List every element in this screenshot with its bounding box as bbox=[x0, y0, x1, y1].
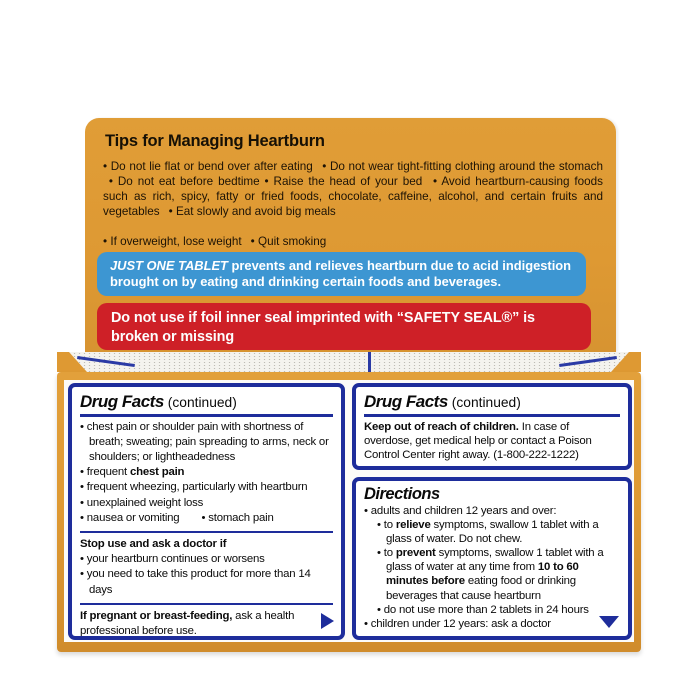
heading-rule bbox=[364, 414, 620, 417]
tips-body-text: • Do not lie flat or bend over after eating • Do not wear tight-fitting clothing around the stomach • Do not eat before bedtime • Raise the head of your bed • Avoid heartburn-causing foods such as rich, spicy, fatty or fried foods, chocolate, caffeine, alcohol, and certain fruits and vegetables • Eat slowly and avoid big meals bbox=[103, 160, 603, 218]
list-item-text: stomach pain bbox=[208, 511, 274, 524]
list-item-text: your heartburn continues or worsens bbox=[86, 553, 265, 566]
flap-print-line-center bbox=[368, 352, 371, 372]
drug-facts-heading bbox=[80, 392, 333, 412]
drug-facts-right-content bbox=[356, 387, 628, 466]
list-item bbox=[80, 552, 333, 567]
drug-facts-continued-label: (continued) bbox=[167, 395, 237, 410]
list-item bbox=[377, 518, 620, 546]
list-item bbox=[80, 465, 333, 480]
emphasis-text: prevent bbox=[395, 547, 436, 560]
heading-rule bbox=[80, 414, 333, 417]
stop-use-heading: Stop use and ask a doctor if bbox=[80, 537, 227, 550]
directions-heading bbox=[364, 485, 620, 504]
drug-facts-right-box bbox=[352, 383, 632, 470]
directions-content bbox=[356, 481, 628, 636]
list-item bbox=[80, 420, 333, 466]
pregnancy-warning bbox=[80, 609, 333, 639]
flap-print-line-right bbox=[559, 356, 617, 367]
list-item bbox=[364, 617, 620, 631]
list-item-text: frequent bbox=[86, 466, 130, 479]
continued-right-arrow-icon bbox=[321, 613, 334, 629]
list-item bbox=[80, 511, 333, 526]
benefit-lead-text: JUST ONE TABLET bbox=[110, 258, 228, 273]
drug-facts-title: Drug Facts bbox=[364, 392, 448, 411]
emphasis-text: 10 to 60 minutes before bbox=[386, 561, 579, 588]
list-item-text: symptoms, swallow 1 tablet with a glass of water. Do not chew. bbox=[386, 519, 599, 546]
benefit-callout bbox=[97, 252, 586, 296]
drug-facts-heading bbox=[364, 392, 620, 412]
symptom-list bbox=[80, 420, 333, 526]
box-flap-edge bbox=[57, 352, 641, 372]
list-item-text: to bbox=[383, 547, 396, 560]
drug-facts-left-box bbox=[68, 383, 345, 640]
section-rule bbox=[80, 603, 333, 605]
emphasis-text: chest pain bbox=[129, 466, 185, 479]
bullet-glyph: • bbox=[80, 553, 84, 566]
bullet-glyph: • bbox=[201, 511, 206, 524]
flap-wedge-left bbox=[57, 352, 87, 372]
tips-title: Tips for Managing Heartburn bbox=[105, 132, 325, 150]
emphasis-text: Keep out of reach of children. bbox=[364, 420, 519, 433]
continued-below-arrow-icon bbox=[599, 616, 619, 628]
list-item bbox=[80, 567, 333, 597]
list-item bbox=[364, 504, 620, 518]
bullet-glyph: • bbox=[80, 496, 84, 509]
section-rule bbox=[80, 531, 333, 533]
tips-panel bbox=[85, 118, 616, 352]
emphasis-text: If pregnant or breast-feeding, bbox=[80, 609, 233, 622]
keep-out-of-reach-warning bbox=[364, 420, 620, 463]
bullet-glyph: • bbox=[364, 617, 368, 630]
bullet-glyph: • bbox=[80, 466, 84, 479]
seal-warning-text: Do not use if foil inner seal imprinted with “SAFETY SEAL®” is broken or missing bbox=[111, 310, 535, 345]
drug-facts-paper bbox=[64, 380, 634, 642]
list-item-text: eating food or drinking beverages that cause heartburn bbox=[386, 575, 576, 602]
benefit-rest-text: prevents and relieves heartburn due to acid indigestion brought on by eating and drinking certain foods and beverages. bbox=[110, 258, 572, 289]
list-item bbox=[80, 480, 333, 495]
bullet-glyph: • bbox=[377, 547, 381, 560]
list-item-text: you need to take this product for more than 14 days bbox=[86, 568, 311, 596]
directions-box bbox=[352, 477, 632, 640]
bullet-glyph: • bbox=[80, 420, 84, 433]
safety-seal-warning bbox=[97, 303, 591, 350]
bullet-glyph: • bbox=[364, 505, 368, 517]
bullet-glyph: • bbox=[80, 568, 84, 581]
list-item bbox=[377, 603, 620, 617]
list-item-text: frequent wheezing, particularly with heartburn bbox=[86, 481, 308, 494]
list-item-text: adults and children 12 years and over: bbox=[370, 505, 557, 517]
keep-out-text: In case of overdose, get medical help or contact a Poison Control Center right away. (1-800-222-1222) bbox=[364, 420, 592, 461]
pregnancy-warning-text: ask a health professional before use. bbox=[80, 609, 295, 637]
list-item-text: to bbox=[383, 519, 396, 532]
list-item-text: children under 12 years: ask a doctor bbox=[370, 617, 551, 630]
list-item-text: do not use more than 2 tablets in 24 hours bbox=[383, 603, 589, 616]
list-item-text: symptoms, swallow 1 tablet with a glass of water at any time from bbox=[386, 547, 604, 574]
drug-facts-panel bbox=[57, 372, 641, 652]
list-item bbox=[377, 546, 620, 602]
list-item bbox=[80, 496, 333, 511]
bullet-glyph: • bbox=[80, 511, 84, 524]
list-item-text: nausea or vomiting bbox=[86, 511, 180, 524]
bullet-glyph: • bbox=[377, 519, 381, 532]
emphasis-text: relieve bbox=[395, 519, 431, 532]
directions-title: Directions bbox=[364, 485, 440, 503]
list-item-text: chest pain or shoulder pain with shortness of breath; sweating; pain spreading to arms, neck or shoulders; or lightheadedness bbox=[86, 420, 329, 463]
drug-facts-continued-label: (continued) bbox=[451, 395, 521, 410]
tips-body-line2: • If overweight, lose weight • Quit smoking bbox=[103, 235, 327, 248]
list-item-text: unexplained weight loss bbox=[86, 496, 204, 509]
flap-print-line-left bbox=[77, 356, 135, 367]
drug-facts-title: Drug Facts bbox=[80, 392, 164, 411]
drug-facts-left-content bbox=[72, 387, 341, 636]
bullet-glyph: • bbox=[80, 481, 84, 494]
bullet-glyph: • bbox=[377, 603, 381, 616]
